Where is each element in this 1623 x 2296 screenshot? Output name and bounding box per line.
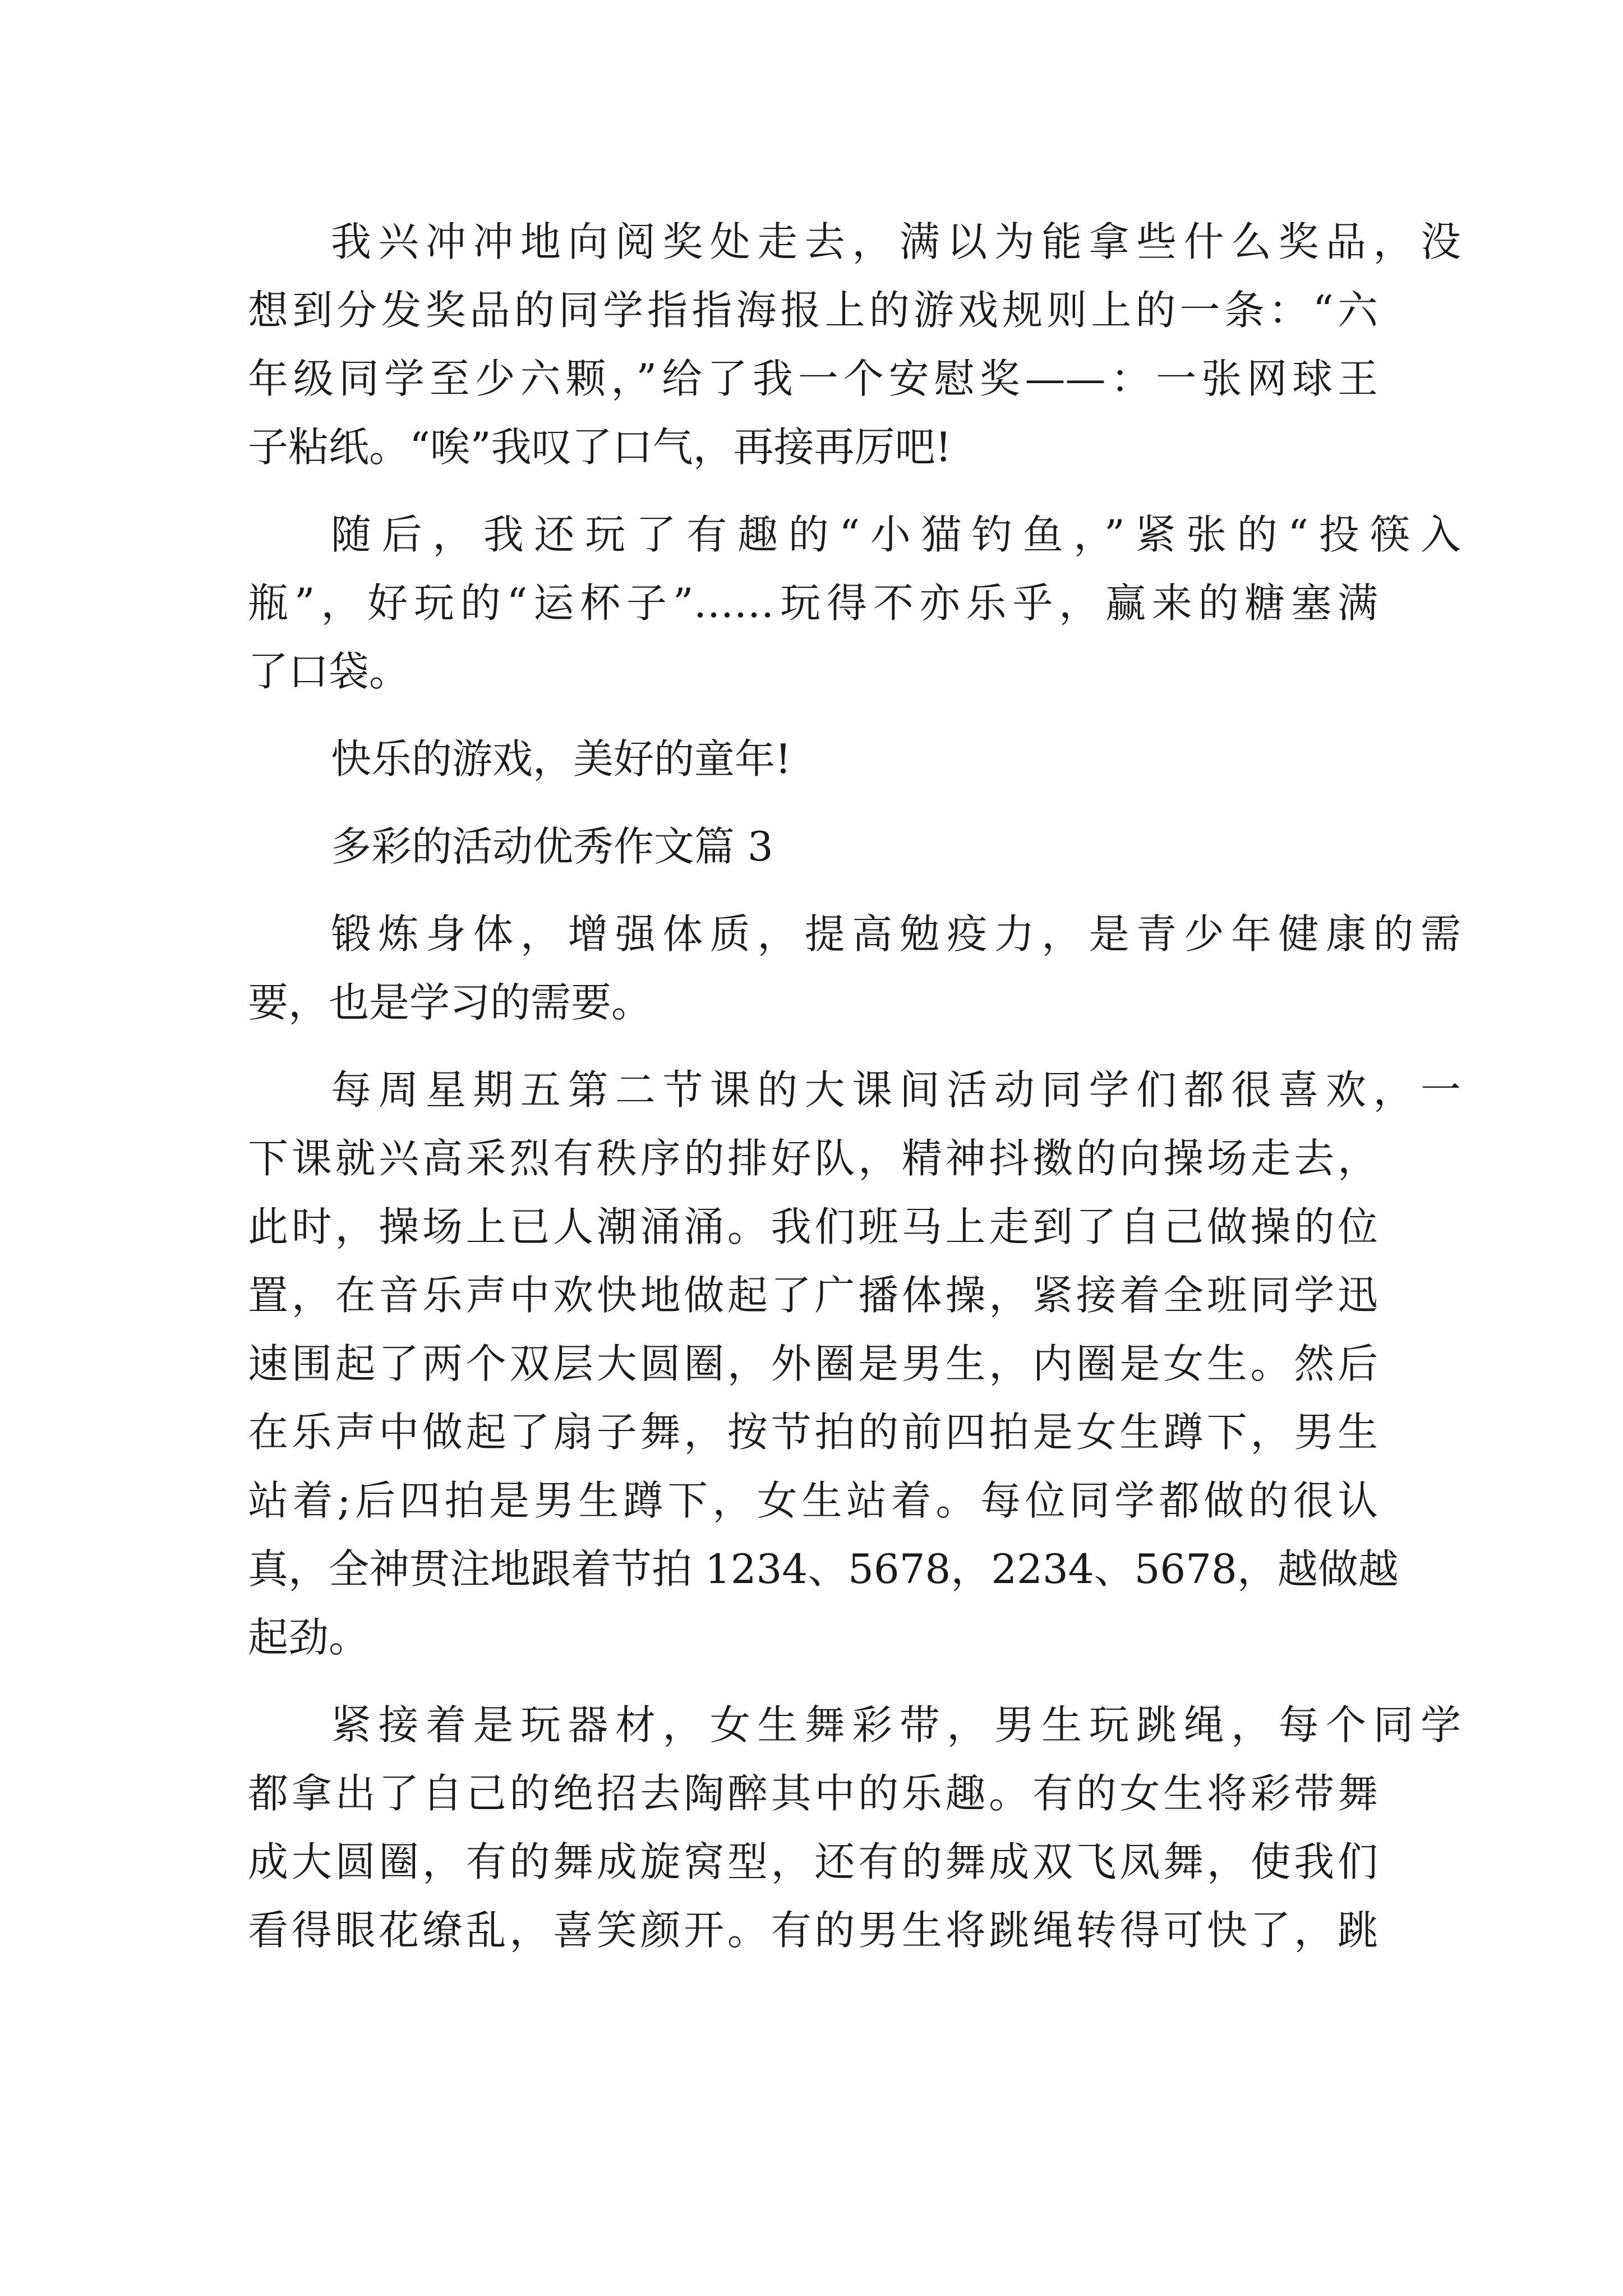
paragraph-exercise: [248, 900, 1461, 1037]
text-line: 真，全神贯注地跟着节拍 1234、5678，2234、5678，越做越: [248, 1545, 1399, 1593]
text-line: 快乐的游戏，美好的童年!: [331, 735, 791, 783]
text-line: 年级同学至少六颗，”给了我一个安慰奖——：一张网球王: [248, 355, 1378, 402]
paragraph-recess: [248, 1056, 1461, 1672]
text-line: 在乐声中做起了扇子舞，按节拍的前四拍是女生蹲下，男生: [248, 1409, 1378, 1456]
section-heading: [248, 812, 773, 881]
text-line: 了口袋。: [248, 648, 410, 695]
section-title: 多彩的活动优秀作文篇 3: [331, 823, 773, 870]
text-line: 每周星期五第二节课的大课间活动同学们都很喜欢，一: [331, 1066, 1461, 1114]
paragraph-games: [248, 500, 1461, 706]
text-line: 都拿出了自己的绝招去陶醉其中的乐趣。有的女生将彩带舞: [248, 1770, 1378, 1817]
paragraph-prize: [248, 208, 1461, 481]
text-line: 站着;后四拍是男生蹲下，女生站着。每位同学都做的很认: [248, 1477, 1378, 1524]
text-line: 要，也是学习的需要。: [248, 979, 652, 1026]
text-line: 锻炼身体，增强体质，提高勉疫力，是青少年健康的需: [331, 910, 1461, 958]
text-line: 此时，操场上已人潮涌涌。我们班马上走到了自己做操的位: [248, 1203, 1378, 1250]
text-line: 子粘纸。“唉”我叹了口气，再接再厉吧!: [248, 424, 952, 471]
text-line: 看得眼花缭乱，喜笑颜开。有的男生将跳绳转得可快了，跳: [248, 1907, 1378, 1954]
text-line: 起劲。: [248, 1614, 370, 1661]
paragraph-happy: [248, 725, 791, 793]
text-line: 瓶”，好玩的“运杯子”……玩得不亦乐乎，赢来的糖塞满: [248, 579, 1378, 627]
text-line: 速围起了两个双层大圆圈，外圈是男生，内圈是女生。然后: [248, 1340, 1378, 1387]
text-line: 紧接着是玩器材，女生舞彩带，男生玩跳绳，每个同学: [331, 1701, 1461, 1749]
paragraph-equipment: [248, 1691, 1461, 1964]
text-line: 随后，我还玩了有趣的“小猫钓鱼，”紧张的“投筷入: [331, 511, 1461, 558]
text-line: 我兴冲冲地向阅奖处走去，满以为能拿些什么奖品，没: [331, 218, 1461, 265]
text-line: 想到分发奖品的同学指指海报上的游戏规则上的一条：“六: [248, 287, 1378, 334]
text-line: 成大圆圈，有的舞成旋窝型，还有的舞成双飞凤舞，使我们: [248, 1838, 1378, 1885]
text-line: 下课就兴高采烈有秩序的排好队，精神抖擞的向操场走去，: [248, 1135, 1378, 1182]
text-line: 置，在音乐声中欢快地做起了广播体操，紧接着全班同学迅: [248, 1272, 1378, 1319]
